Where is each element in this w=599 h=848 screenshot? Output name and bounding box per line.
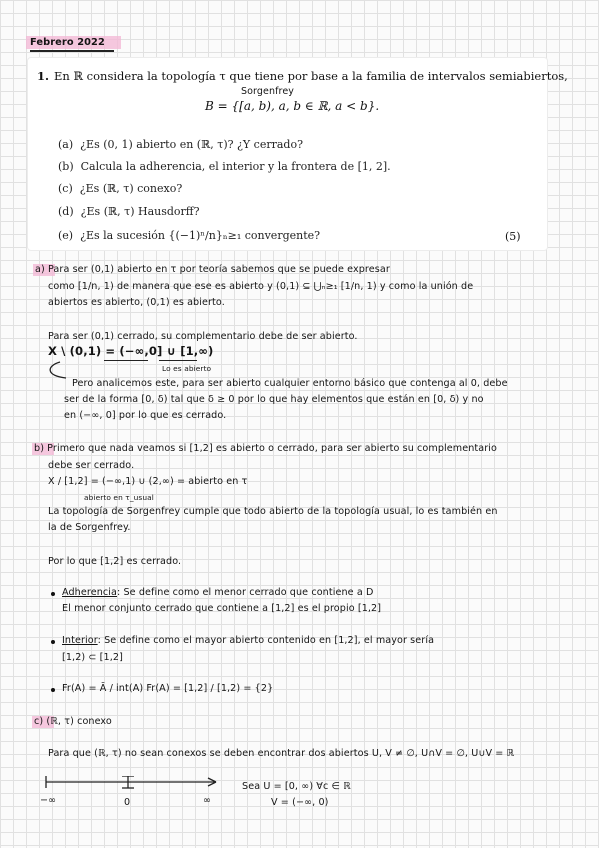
item-label: (e) <box>58 229 74 242</box>
interior-title: Interior <box>62 635 98 646</box>
interior-text: : Se define como el mayor abierto contenido en [1,2], el mayor sería <box>97 635 435 646</box>
sorgenfrey-annotation: Sorgenfrey <box>241 86 294 97</box>
problem-item-d <box>58 205 200 218</box>
problem-item-e <box>58 229 320 242</box>
problem-number: 1. <box>37 69 50 83</box>
sorgenfrey-note-1: La topología de Sorgenfrey cumple que todo abierto de la topología usual, lo es también en <box>48 506 498 517</box>
interior-line-2: [1,2) ⊂ [1,2] <box>62 652 123 663</box>
reasoning-line-2: ser de la forma [0, δ) tal que δ ≥ 0 por lo que hay elementos que están en [0, δ) y no <box>64 394 484 405</box>
answer-a-line-2: como [1/n, 1) de manera que ese es abierto y (0,1) ⊆ ⋃ₙ≥₁ [1/n, 1) y como la unión de <box>48 281 474 292</box>
date-underline <box>30 50 114 52</box>
bullet-icon <box>51 688 55 692</box>
bullet-icon <box>51 592 55 596</box>
axis-label-left: −∞ <box>40 795 57 806</box>
item-label: (a) <box>58 138 74 151</box>
sea-v: V = (−∞, 0) <box>271 797 329 808</box>
item-text: Calcula la adherencia, el interior y la frontera de [1, 2]. <box>80 160 391 173</box>
problem-item-c <box>58 182 182 195</box>
complement-a: X \ (0,1) = (−∞,0] ∪ [1,∞) <box>48 344 214 358</box>
complement-b-note: abierto en τ_usual <box>84 493 154 502</box>
answer-c-line: Para que (ℝ, τ) no sean conexos se deben encontrar dos abiertos U, V ≠ ∅, U∩V = ∅, U∪V = ℝ <box>48 748 515 759</box>
frontera-line: Fr(A) = Ā / int(A) Fr(A) = [1,2] / [1,2) = {2} <box>62 683 274 694</box>
axis-label-right: ∞ <box>203 795 212 806</box>
number-line-diagram <box>40 776 230 812</box>
problem-item-b <box>58 160 391 173</box>
adherencia-title: Adherencia <box>62 587 118 598</box>
sorgenfrey-note-2: la de Sorgenfrey. <box>48 522 131 533</box>
answer-b-line-2: debe ser cerrado. <box>48 460 135 471</box>
problem-statement <box>37 69 568 83</box>
underline-left <box>104 360 148 361</box>
item-label: (d) <box>58 205 74 218</box>
adherencia-text: : Se define como el menor cerrado que contiene a D <box>117 587 374 598</box>
problem-item-a <box>58 138 303 151</box>
item-text: ¿Es la sucesión {(−1)ⁿ/n}ₙ≥₁ convergente? <box>80 229 321 242</box>
item-text: ¿Es (ℝ, τ) conexo? <box>79 182 183 195</box>
complement-a-note: Lo es abierto <box>162 364 212 373</box>
interior-line-1 <box>62 634 434 647</box>
bullet-icon <box>51 640 55 644</box>
answer-a-line-3: abiertos es abierto, (0,1) es abierto. <box>48 297 225 308</box>
reasoning-line-1: Pero analicemos este, para ser abierto cualquier entorno básico que contenga al 0, debe <box>72 378 508 389</box>
adherencia-line-1 <box>62 586 373 599</box>
item-label: (c) <box>58 182 73 195</box>
item-text: ¿Es (ℝ, τ) Hausdorff? <box>80 205 200 218</box>
points-label: (5) <box>505 230 521 243</box>
basis-formula: B = {[a, b), a, b ∈ ℝ, a < b}. <box>205 99 380 113</box>
adherencia-line-2: El menor conjunto cerrado que contiene a [1,2] es el propio [1,2] <box>62 603 382 614</box>
sea-u: Sea U = [0, ∞) ∀c ∈ ℝ <box>242 781 351 792</box>
answer-a-line-1: a) Para ser (0,1) abierto en τ por teoría sabemos que se puede expresar <box>35 264 390 275</box>
reasoning-line-3: en (−∞, 0] por lo que es cerrado. <box>64 410 227 421</box>
answer-b-line-1: b) Primero que nada veamos si [1,2] es abierto o cerrado, para ser abierto su complementario <box>34 443 498 454</box>
conclusion-b: Por lo que [1,2] es cerrado. <box>48 556 182 567</box>
answer-c-heading: c) (ℝ, τ) conexo <box>34 716 112 727</box>
item-text: ¿Es (0, 1) abierto en (ℝ, τ)? ¿Y cerrado? <box>80 138 303 151</box>
date-heading: Febrero 2022 <box>30 37 105 48</box>
complement-b: X / [1,2] = (−∞,1) ∪ (2,∞) = abierto en τ <box>48 476 248 487</box>
axis-label-mid: 0 <box>124 797 131 808</box>
item-label: (b) <box>58 160 74 173</box>
problem-statement-text: En ℝ considera la topología τ que tiene por base a la familia de intervalos semiabiertos, <box>54 69 568 83</box>
closed-intro: Para ser (0,1) cerrado, su complementario debe de ser abierto. <box>48 331 358 342</box>
curved-arrow-icon <box>44 360 74 382</box>
